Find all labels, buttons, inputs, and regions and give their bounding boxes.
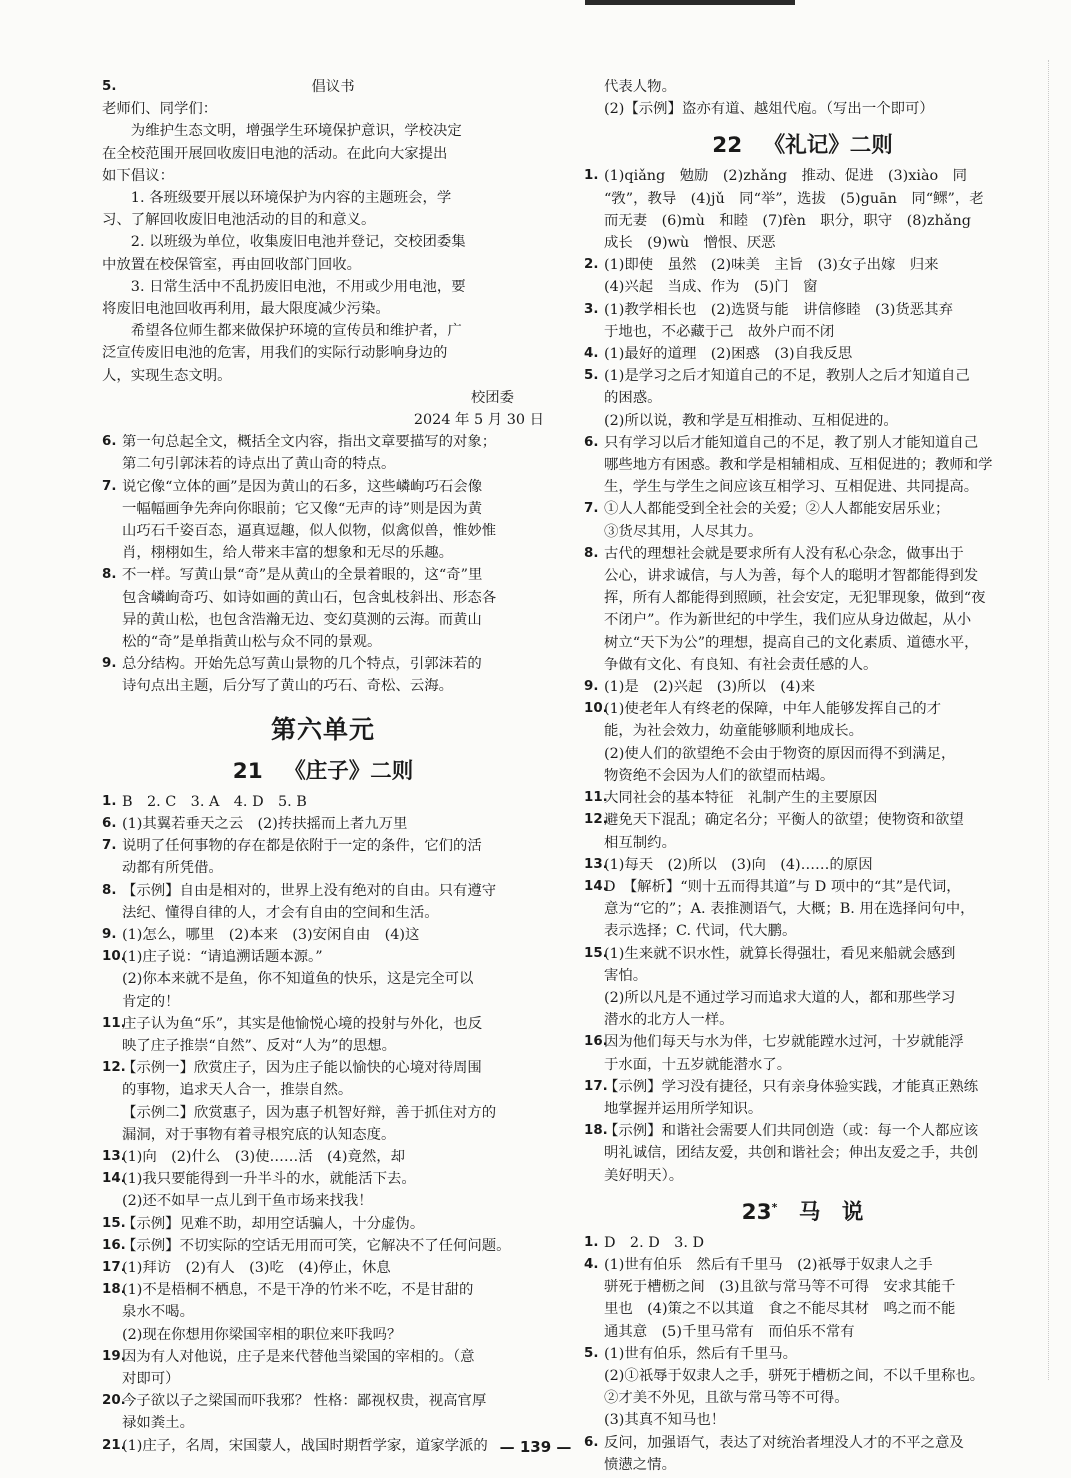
answer-item [584, 1076, 1021, 1120]
answer-line: (4)兴起 当成、作为 (5)门 窗 [604, 279, 818, 296]
answer-number: 17. [584, 1078, 608, 1094]
answer-line: 反问，加强语气，表达了对统治者埋没人才的不平之意及 [604, 1434, 964, 1451]
answer-number: 10. [584, 701, 608, 717]
answer-line: 【示例】学习没有捷径，只有亲身体验实践，才能真正熟练 [604, 1078, 979, 1095]
answer-line: (1)世有伯乐 然后有千里马 (2)祇辱于奴隶人之手 [604, 1256, 933, 1273]
answer-line: 今子欲以子之梁国而吓我邪？ 性格：鄙视权贵，视高官厚 [122, 1393, 487, 1410]
answer-line: 松的“奇”是单指黄山松与众不同的景观。 [122, 634, 382, 651]
answer-line: 庄子认为鱼“乐”，其实是他愉悦心境的投射与外化，也反 [122, 1015, 483, 1032]
answer-line: 【示例】和谐社会需要人们共同创造（或：每一个人都应该 [604, 1123, 979, 1140]
answer-item [102, 1013, 544, 1057]
answer-number: 8. [584, 545, 599, 561]
answer-line: 地掌握并运用所学知识。 [604, 1100, 763, 1117]
answer-line: (2)还不如早一点儿到干鱼市场来找我！ [122, 1193, 373, 1210]
answer-line: 肯定的！ [122, 993, 180, 1010]
text-paragraph [102, 187, 544, 231]
answer-number: 13. [102, 1148, 126, 1164]
answer-item [584, 1232, 1021, 1254]
paragraph-line: 代表人物。 [604, 79, 676, 95]
answer-line: (1)是学习之后才知道自己的不足，教别人之后才知道自己 [604, 368, 970, 385]
answer-line: B 2. C 3. A 4. D 5. B [122, 793, 307, 810]
signature-line: 校团委 [470, 389, 514, 406]
paragraph-line: 在全校范围开展回收废旧电池的活动。在此向大家提出 [102, 145, 448, 162]
paragraph-line: 希望各位师生都来做保护环境的宣传员和维护者，广 [130, 323, 462, 340]
answer-line: 哪些地方有困惑。教和学是相辅相成、互相促进的；教师和学 [604, 457, 993, 474]
lesson-title-text: 《庄子》二则 [284, 758, 414, 784]
lesson-title-text: 《礼记》二则 [763, 133, 893, 159]
page-edge-guide [1048, 60, 1049, 1380]
answer-number: 14. [584, 878, 608, 894]
answer-number: 2. [584, 257, 599, 273]
answer-line: 相互制约。 [604, 834, 676, 851]
answer-line: 害怕。 [604, 967, 648, 984]
answer-line: (2)你本来就不是鱼，你不知道鱼的快乐，这是完全可以 [122, 971, 474, 988]
answer-item [584, 854, 1021, 876]
answer-number: 18. [584, 1123, 608, 1139]
answer-number: 11. [102, 1015, 126, 1031]
answer-line: 肖，栩栩如生，给人带来丰富的想象和无尽的乐趣。 [122, 545, 453, 562]
answer-number: 6. [102, 434, 117, 450]
answer-number: 8. [102, 567, 117, 583]
page-number: — 139 — [499, 1438, 572, 1456]
answer-item [102, 1146, 544, 1168]
answer-item [102, 1279, 544, 1346]
paragraph-line: 1. 各班级要开展以环境保护为内容的主题班会，学 [130, 190, 452, 207]
lesson-heading [584, 1195, 1021, 1226]
answer-line: 【示例】自由是相对的，世界上没有绝对的自由。只有遵守 [122, 882, 497, 899]
answer-line: 禄如粪土。 [122, 1415, 194, 1432]
answer-line: (1)生来就不识水性，就算长得强壮，看见来船就会感到 [604, 945, 956, 962]
answer-line: (1)庄子，名周，宋国蒙人，战国时期哲学家，道家学派的 [122, 1437, 488, 1454]
answer-number: 3. [584, 301, 599, 317]
paragraph-line: 泛宣传废旧电池的危害，用我们的实际行动影响身边的 [102, 345, 448, 362]
answer-line: 古代的理想社会就是要求所有人没有私心杂念，做事出于 [604, 545, 964, 562]
signature-line: 2024 年 5 月 30 日 [413, 412, 544, 429]
answer-number: 6. [584, 1434, 599, 1450]
paragraph-line: (2)【示例】盗亦有道、越俎代庖。（写出一个即可） [604, 101, 934, 118]
answer-line: 成长 (9)wù 憎恨、厌恶 [604, 235, 776, 252]
answer-line: 大同社会的基本特征 礼制产生的主要原因 [604, 790, 878, 807]
lesson-number: 21 [232, 758, 263, 784]
answer-number: 1. [584, 1234, 599, 1250]
answer-item [584, 787, 1021, 809]
answer-number: 21. [102, 1437, 126, 1453]
paragraph-line: 习、了解回收废旧电池活动的目的和意义。 [102, 212, 376, 229]
answer-number: 9. [102, 926, 117, 942]
answer-line: (1)我只要能得到一升半斗的水，就能活下去。 [122, 1171, 416, 1188]
answer-number: 12. [584, 812, 608, 828]
answer-line: 愤懑之情。 [604, 1456, 676, 1473]
answer-line: (1)不是梧桐不栖息，不是干净的竹米不吃，不是甘甜的 [122, 1282, 474, 1299]
answer-line: D 2. D 3. D [604, 1234, 705, 1251]
answer-item [102, 835, 544, 879]
answer-line: 因为他们每天与水为伴，七岁就能蹚水过河，十岁就能浮 [604, 1034, 964, 1051]
answer-line: 生，学生与学生之间应该互相学习、互相促进、共同提高。 [604, 479, 979, 496]
lesson-heading [584, 128, 1021, 159]
answer-item [102, 431, 544, 475]
answer-line: 只有学习以后才能知道自己的不足，教了别人才能知道自己 [604, 434, 979, 451]
answer-line: (2)①祇辱于奴隶人之手，骈死于槽枥之间，不以千里称也。 [604, 1367, 985, 1384]
answer-line: (1)每天 (2)所以 (3)向 (4)……的原因 [604, 856, 873, 873]
answer-number: 15. [102, 1215, 126, 1231]
answer-line: (2)使人们的欲望绝不会由于物资的原因而得不到满足， [604, 745, 956, 762]
section-title: 倡议书 [311, 79, 355, 95]
answer-line: 不闭户”。作为新世纪的中学生，我们应从身边做起，从小 [604, 612, 972, 629]
answer-number: 19. [102, 1348, 126, 1364]
answer-number: 11. [584, 790, 608, 806]
answer-number: 9. [102, 656, 117, 672]
answer-line: 美好明天）。 [604, 1167, 684, 1184]
answer-line: 异的黄山松，也包含浩瀚无边、变幻莫测的云海。而黄山 [122, 611, 482, 628]
answer-line: (1)拜访 (2)有人 (3)吃 (4)停止，休息 [122, 1259, 391, 1276]
answer-item [584, 498, 1021, 542]
paragraph-line: 中放置在校保管室，再由回收部门回收。 [102, 256, 362, 273]
answer-line: 挥，所有人都能得到照顾，社会安定，无犯罪现象，做到“夜 [604, 590, 986, 607]
answer-line: 树立“天下为公”的理想，提高自己的文化素质、道德水平， [604, 634, 979, 651]
answer-item [102, 653, 544, 697]
answer-item [102, 1346, 544, 1390]
answer-item [584, 1254, 1021, 1343]
text-paragraph [102, 98, 544, 120]
answer-line: 因为有人对他说，庄子是来代替他当梁国的宰相的。（意 [122, 1348, 475, 1365]
answer-number: 5. [584, 1345, 599, 1361]
answer-line: (1)教学相长也 (2)选贤与能 讲信修睦 (3)货恶其弃 [604, 301, 953, 318]
answer-line: 诗句点出主题，后分写了黄山的巧石、奇松、云海。 [122, 678, 453, 695]
page-number-value: 139 [519, 1438, 552, 1456]
answer-item [584, 943, 1021, 1032]
answer-line: 骈死于槽枥之间 (3)且欲与常马等不可得 安求其能千 [604, 1279, 956, 1296]
answer-line: 能，为社会效力，幼童能够顺利地成长。 [604, 723, 864, 740]
answer-line: 明礼诚信，团结友爱，共创和谐社会；伸出友爱之手，共创 [604, 1145, 979, 1162]
answer-number: 20. [102, 1393, 126, 1409]
signature-block [102, 387, 544, 431]
top-edge-bar [585, 0, 795, 5]
answer-line: 里也 (4)策之不以其道 食之不能尽其材 鸣之而不能 [604, 1301, 956, 1318]
answer-line: 意为“它的”；A. 表推测语气，大概；B. 用在选择问句中， [604, 901, 975, 918]
answer-item [102, 1390, 544, 1434]
paragraph-line: 将废旧电池回收再利用，最大限度减少污染。 [102, 301, 390, 318]
answer-number: 13. [584, 856, 608, 872]
answer-line: 不一样。写黄山景“奇”是从黄山的全景着眼的，这“奇”里 [122, 567, 483, 584]
lesson-number: 22 [712, 133, 743, 159]
answer-number: 12. [102, 1060, 126, 1076]
lesson-title-text: 马 说 [798, 1199, 864, 1225]
answer-line: 漏洞，对于事物有着寻根究底的认知态度。 [122, 1126, 396, 1143]
answer-line: 【示例】不切实际的空话无用而可笑，它解决不了任何问题。 [122, 1237, 511, 1254]
answer-line: “敩”，教导 (4)jǔ 同“举”，选拔 (5)guān 同“鳏”，老 [604, 190, 984, 207]
answer-line: 潜水的北方人一样。 [604, 1012, 734, 1029]
answer-number: 15. [584, 945, 608, 961]
answer-line: (1)是 (2)兴起 (3)所以 (4)来 [604, 679, 816, 696]
answer-item [584, 343, 1021, 365]
answer-number: 1. [584, 168, 599, 184]
answer-number: 16. [584, 1034, 608, 1050]
answer-item [102, 880, 544, 924]
answer-line: 一幅幅画争先奔向你眼前；它又像“无声的诗”则是因为黄 [122, 500, 483, 517]
answer-number: 17. [102, 1259, 126, 1275]
answer-item [584, 676, 1021, 698]
answer-line: ①人人都能受到全社会的关爱；②人人都能安居乐业； [604, 501, 950, 518]
answer-number: 4. [584, 346, 599, 362]
answer-line: (1)qiǎng 勉励 (2)zhǎng 推动、促进 (3)xiào 同 [604, 168, 967, 185]
text-paragraph [102, 276, 544, 320]
answer-item [102, 946, 544, 1013]
text-paragraph [102, 231, 544, 275]
answer-number: 1. [102, 793, 117, 809]
answer-number: 10. [102, 949, 126, 965]
answer-line: ②才美不外见，且欲与常马等不可得。 [604, 1390, 849, 1407]
answer-line: 动都有所凭借。 [122, 860, 223, 877]
answer-number: 7. [584, 501, 599, 517]
answer-line: (2)所以说，教和学是互相推动、互相促进的。 [604, 412, 898, 429]
answer-item [102, 1235, 544, 1257]
paragraph-line: 2. 以班级为单位，收集废旧电池并登记，交校团委集 [130, 234, 466, 251]
answer-line: 映了庄子推崇“自然”、反对“人为”的思想。 [122, 1037, 397, 1054]
answer-number: 5. [584, 368, 599, 384]
answer-line: (2)现在你想用你梁国宰相的职位来吓我吗？ [122, 1326, 402, 1343]
paragraph-line: 为维护生态文明，增强学生环境保护意识，学校决定 [130, 123, 462, 140]
text-paragraph [102, 320, 544, 387]
answer-line: 【示例二】欣赏惠子，因为惠子机智好辩，善于抓住对方的 [122, 1104, 497, 1121]
right-column [584, 76, 1021, 1476]
answer-line: 的事物，追求天人合一，推崇自然。 [122, 1082, 353, 1099]
paragraph-line: 人，实现生态文明。 [102, 367, 232, 384]
answer-line: 公心，讲求诚信，与人为善，每个人的聪明才智都能得到发 [604, 568, 979, 585]
answer-line: 于水面，十五岁就能潜水了。 [604, 1056, 792, 1073]
answer-number: 14. [102, 1171, 126, 1187]
answer-item [102, 1213, 544, 1235]
answer-item [102, 476, 544, 565]
answer-line: (1)世有伯乐，然后有千里马。 [604, 1345, 798, 1362]
answer-line: 法纪、懂得自律的人，才会有自由的空间和生活。 [122, 904, 439, 921]
answer-line: 避免天下混乱；确定名分；平衡人的欲望；使物资和欲望 [604, 812, 964, 829]
answer-line: 【示例一】欣赏庄子，因为庄子能以愉快的心境对待周围 [122, 1060, 482, 1077]
answer-item [102, 1168, 544, 1212]
answer-item [584, 1031, 1021, 1075]
answer-item [584, 1120, 1021, 1187]
answer-item [102, 564, 544, 653]
answer-item [584, 254, 1021, 298]
answer-item [584, 698, 1021, 787]
answer-item [584, 543, 1021, 676]
answer-item [102, 813, 544, 835]
answer-item [584, 165, 1021, 254]
answer-item [584, 365, 1021, 432]
answer-line: (3)其真不知马也！ [604, 1412, 726, 1429]
text-paragraph [102, 120, 544, 187]
answer-item [584, 432, 1021, 499]
answer-line: 对即可） [122, 1370, 180, 1387]
answer-item [584, 299, 1021, 343]
lesson-heading [102, 754, 544, 785]
answer-line: 于地也，不必藏于己 故外户而不闭 [604, 323, 835, 340]
answer-line: 表示选择；C. 代词，代大鹏。 [604, 923, 797, 940]
answer-line: 通其意 (5)千里马常有 而伯乐不常有 [604, 1323, 855, 1340]
answer-line: ③货尽其用，人尽其力。 [604, 523, 763, 540]
optional-mark: * [771, 1200, 778, 1214]
answer-number: 18. [102, 1282, 126, 1298]
answer-line: 包含嶙峋奇巧、如诗如画的黄山石，包含虬枝斜出、形态各 [122, 589, 497, 606]
answer-line: (1)其翼若垂天之云 (2)抟扶摇而上者九万里 [122, 815, 408, 832]
answer-number: 8. [102, 882, 117, 898]
answer-line: (1)使老年人有终老的保障，中年人能够发挥自己的才 [604, 701, 941, 718]
answer-line: (1)怎么，哪里 (2)本来 (3)安闲自由 (4)这 [122, 926, 420, 943]
answer-line: 的困惑。 [604, 390, 662, 407]
answer-number: 16. [102, 1237, 126, 1253]
answer-line: (2)所以凡是不通过学习而追求大道的人，都和那些学习 [604, 989, 956, 1006]
answer-item [102, 76, 544, 98]
answer-line: (1)庄子说：“请追溯话题本源。” [122, 949, 323, 966]
paragraph-line: 老师们、同学们： [102, 101, 218, 118]
answer-number: 6. [102, 815, 117, 831]
paragraph-line: 如下倡议： [102, 167, 174, 184]
answer-item [584, 809, 1021, 853]
answer-number: 7. [102, 838, 117, 854]
answer-item [584, 876, 1021, 943]
lesson-number: 23 [741, 1199, 772, 1225]
paragraph-line: 3. 日常生活中不乱扔废旧电池，不用或少用电池，要 [130, 278, 466, 295]
answer-item [102, 791, 544, 813]
answer-line: 第二句引郭沫若的诗点出了黄山奇的特点。 [122, 456, 396, 473]
answer-line: 山巧石千姿百态，逼真逗趣，似人似物，似禽似兽，惟妙惟 [122, 523, 497, 540]
answer-line: 说它像“立体的画”是因为黄山的石多，这些嶙峋巧石会像 [122, 478, 483, 495]
answer-line: 争做有文化、有良知、有社会责任感的人。 [604, 656, 878, 673]
answer-line: (1)即使 虽然 (2)味美 主旨 (3)女子出嫁 归来 [604, 257, 939, 274]
answer-line: D 【解析】“则十五而得其道”与 D 项中的“其”是代词， [604, 878, 961, 895]
answer-number: 5. [102, 79, 117, 94]
answer-line: 物资绝不会因为人们的欲望而枯竭。 [604, 767, 835, 784]
answer-item [102, 924, 544, 946]
answer-item [102, 1257, 544, 1279]
answer-number: 4. [584, 1256, 599, 1272]
text-paragraph [584, 76, 1021, 120]
unit-heading: 第六单元 [270, 714, 375, 744]
answer-line: 第一句总起全文，概括全文内容，指出文章要描写的对象； [122, 434, 497, 451]
answer-line: 泉水不喝。 [122, 1304, 194, 1321]
answer-number: 9. [584, 679, 599, 695]
answer-line: 而无妻 (6)mù 和睦 (7)fèn 职分，职守 (8)zhǎng [604, 212, 971, 229]
answer-item [584, 1343, 1021, 1432]
answer-number: 6. [584, 434, 599, 450]
answer-number: 7. [102, 478, 117, 494]
answer-item [102, 1057, 544, 1146]
left-column [102, 76, 544, 1457]
answer-line: (1)向 (2)什么 (3)使……活 (4)竟然，却 [122, 1148, 406, 1165]
answer-line: 说明了任何事物的存在都是依附于一定的条件，它们的活 [122, 838, 482, 855]
answer-line: (1)最好的道理 (2)困惑 (3)自我反思 [604, 346, 853, 363]
answer-line: 【示例】见难不助，却用空话骗人，十分虚伪。 [122, 1215, 425, 1232]
answer-line: 总分结构。开始先总写黄山景物的几个特点，引郭沫若的 [122, 656, 482, 673]
